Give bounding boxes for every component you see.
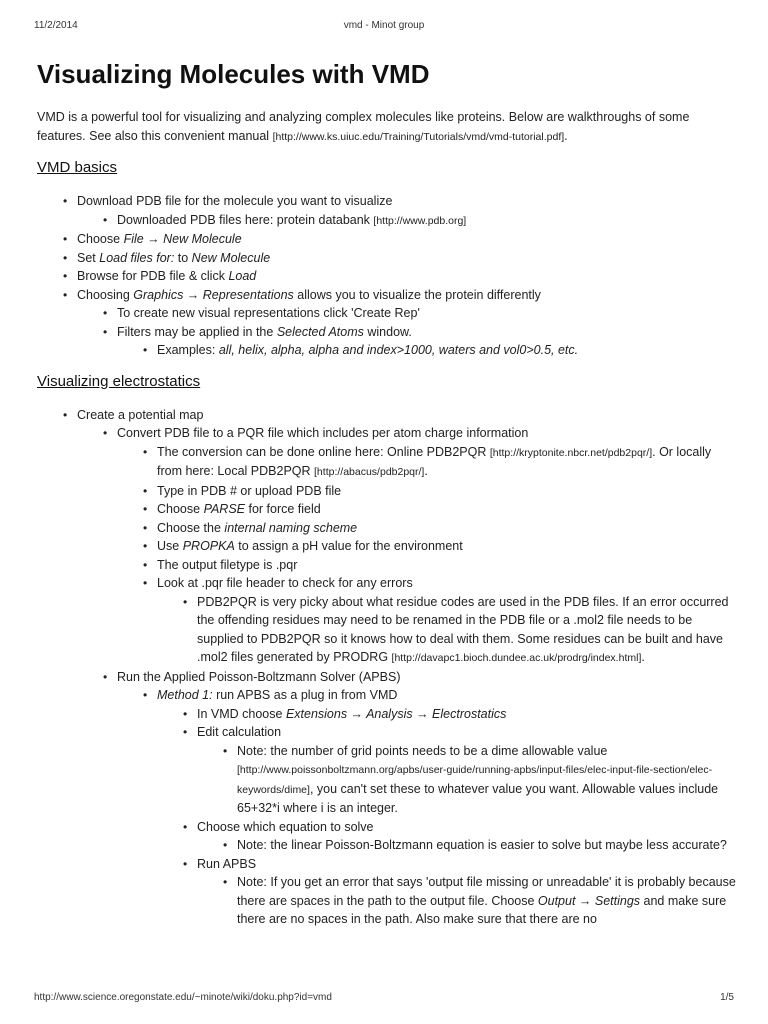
pdb2pqr-online-link[interactable]: [http://kryptonite.nbcr.net/pdb2pqr/] [489,446,653,459]
list-item: • In VMD choose Extensions → Analysis → Electrostatics [197,705,737,724]
apbs-dime-link[interactable]: [http://www.poissonboltzmann.org/apbs/user-guide/running-apbs/input-files/elec-input-file-section/elec-keywords/dime] [237,764,713,796]
list-item: • Note: If you get an error that says 'output file missing or unreadable' it is probably because there are spaces in the path to the output file. Choose Output → Settings and make sure there are no spaces in the path. Also make sure that there are no [237,873,737,929]
list-item: • Run APBS • Note: If you get an error that says 'output file missing or unreadable' it is probably because there are spaces in the path to the output file. Choose Output → Settings and make sure there are no spaces in the path. Also make sure that there are no [197,855,737,929]
print-header [34,20,734,32]
list-item: • Choose which equation to solve • Note: the linear Poisson-Boltzmann equation is easier to solve but maybe less accurate? [197,818,737,855]
list-item: • Choose the internal naming scheme [157,519,737,538]
list-item: • Note: the number of grid points needs to be a dime allowable value [http://www.poissonboltzmann.org/apbs/user-guide/running-apbs/input-files/elec-input-file-section/elec-keywords/dime], you can't set these to whatever value you want. Allowable values include 65+32*i where i is an integer. [237,742,737,818]
list-item: • Look at .pqr file header to check for any errors • PDB2PQR is very picky about what residue codes are used in the PDB files. If an error occurred the offending residues may need to be renamed in the PDB file or a .mol2 file needs to be supplied to PDB2PQR so it knows how to deal with them. Some residues can be built and have .mol2 files generated by PRODRG [http://davapc1.bioch.dundee.ac.uk/prodrg/index.html]. [157,574,737,668]
list-item: • Download PDB file for the molecule you want to visualize • Downloaded PDB files here: protein databank [http://www.pdb.org] [77,192,737,230]
list-item: • Create a potential map • Convert PDB file to a PQR file which includes per atom charge information • The conversion can be done online here: Online PDB2PQR [http://kryptonite.nbcr.net/pdb2pqr/]. Or locally from here: Local PDB2PQR [http://abacus/pdb2pqr/]. • Type in PDB # or upload PDB file • Choose PARSE for force field • Choose the internal naming scheme • Use PROPKA to assign a pH value for the environment • The output filetype is .pqr • Look at .pqr file header to check for any errors • PDB2PQR is very picky about what residue codes are used in the PDB files. If an error occurred the offending residues may need to be renamed in the PDB file or a .mol2 file needs to be supplied to PDB2PQR so it knows how to deal with them. Some residues can be built and have .mol2 files generated by PRODRG [http://davapc1.bioch.dundee.ac.uk/prodrg/index.html]. • Run the Applied Poisson-Boltzmann Solver (APBS) • Method 1: run APBS as a plug in from VMD • In VMD choose Extensions → Analysis → Electrostatics • Edit calculation • Note: the number of grid points needs to be a dime allowable value [http://www.poissonboltzmann.org/apbs/user-guide/running-apbs/input-files/elec-input-file-section/elec-keywords/dime], you can't set these to whatever value you want. Allowable values include 65+32*i where i is an integer. • Choose which equation to solve • Note: the linear Poisson-Boltzmann equation is easier to solve but maybe less accurate? • Run APBS • Note: If you get an error that says 'output file missing or unreadable' it is probably because there are spaces in the path to the output file. Choose Output → Settings and make sure there are no spaces in the path. Also make sure that there are no [77,406,737,929]
list-item: • Note: the linear Poisson-Boltzmann equation is easier to solve but maybe less accurate? [237,836,737,855]
list-item: • Use PROPKA to assign a pH value for the environment [157,537,737,556]
list-item: • The conversion can be done online here: Online PDB2PQR [http://kryptonite.nbcr.net/pdb2pqr/]. Or locally from here: Local PDB2PQR [http://abacus/pdb2pqr/]. [157,443,737,482]
list-item: • Edit calculation • Note: the number of grid points needs to be a dime allowable value [http://www.poissonboltzmann.org/apbs/user-guide/running-apbs/input-files/elec-input-file-section/elec-keywords/dime], you can't set these to whatever value you want. Allowable values include 65+32*i where i is an integer. [197,723,737,818]
page-number: 1/5 [720,992,734,1003]
basics-list [37,192,737,360]
prodrg-link[interactable]: [http://davapc1.bioch.dundee.ac.uk/prodrg/index.html] [391,652,642,664]
list-item: • Choose File → New Molecule [77,230,737,249]
electrostatics-list [37,406,737,929]
list-item: • PDB2PQR is very picky about what residue codes are used in the PDB files. If an error occurred the offending residues may need to be renamed in the PDB file or a .mol2 file needs to be supplied to PDB2PQR so it knows how to deal with them. Some residues can be built and have .mol2 files generated by PRODRG [http://davapc1.bioch.dundee.ac.uk/prodrg/index.html]. [197,593,737,668]
list-item: • Run the Applied Poisson-Boltzmann Solver (APBS) • Method 1: run APBS as a plug in from VMD • In VMD choose Extensions → Analysis → Electrostatics • Edit calculation • Note: the number of grid points needs to be a dime allowable value [http://www.poissonboltzmann.org/apbs/user-guide/running-apbs/input-files/elec-input-file-section/elec-keywords/dime], you can't set these to whatever value you want. Allowable values include 65+32*i where i is an integer. • Choose which equation to solve • Note: the linear Poisson-Boltzmann equation is easier to solve but maybe less accurate? • Run APBS • Note: If you get an error that says 'output file missing or unreadable' it is probably because there are spaces in the path to the output file. Choose Output → Settings and make sure there are no spaces in the path. Also make sure that there are no [117,668,737,929]
list-item: • Choose PARSE for force field [157,500,737,519]
list-item: • Type in PDB # or upload PDB file [157,482,737,501]
list-item: • Convert PDB file to a PQR file which includes per atom charge information • The conversion can be done online here: Online PDB2PQR [http://kryptonite.nbcr.net/pdb2pqr/]. Or locally from here: Local PDB2PQR [http://abacus/pdb2pqr/]. • Type in PDB # or upload PDB file • Choose PARSE for force field • Choose the internal naming scheme • Use PROPKA to assign a pH value for the environment • The output filetype is .pqr • Look at .pqr file header to check for any errors • PDB2PQR is very picky about what residue codes are used in the PDB files. If an error occurred the offending residues may need to be renamed in the PDB file or a .mol2 file needs to be supplied to PDB2PQR so it knows how to deal with them. Some residues can be built and have .mol2 files generated by PRODRG [http://davapc1.bioch.dundee.ac.uk/prodrg/index.html]. [117,424,737,668]
list-item: • Method 1: run APBS as a plug in from VMD • In VMD choose Extensions → Analysis → Electrostatics • Edit calculation • Note: the number of grid points needs to be a dime allowable value [http://www.poissonboltzmann.org/apbs/user-guide/running-apbs/input-files/elec-input-file-section/elec-keywords/dime], you can't set these to whatever value you want. Allowable values include 65+32*i where i is an integer. • Choose which equation to solve • Note: the linear Poisson-Boltzmann equation is easier to solve but maybe less accurate? • Run APBS • Note: If you get an error that says 'output file missing or unreadable' it is probably because there are spaces in the path to the output file. Choose Output → Settings and make sure there are no spaces in the path. Also make sure that there are no [157,686,737,929]
list-item: • Filters may be applied in the Selected Atoms window. • Examples: all, helix, alpha, alpha and index>1000, waters and vol0>0.5, etc. [117,323,737,360]
pdb2pqr-local-link[interactable]: [http://abacus/pdb2pqr/] [314,466,425,478]
list-item: • The output filetype is .pqr [157,556,737,575]
list-item: • Examples: all, helix, alpha, alpha and index>1000, waters and vol0>0.5, etc. [157,341,737,360]
list-item: • Choosing Graphics → Representations allows you to visualize the protein differently • To create new visual representations click 'Create Rep' • Filters may be applied in the Selected Atoms window. • Examples: all, helix, alpha, alpha and index>1000, waters and vol0>0.5, etc. [77,286,737,360]
print-date: 11/2/2014 [34,20,78,31]
intro-paragraph: VMD is a powerful tool for visualizing and analyzing complex molecules like proteins. Below are walkthroughs of some features. See also this convenient manual [http://www.ks.uiuc.edu/Training/Tutorials/vmd/vmd-tutorial.pdf]. [37,110,690,143]
pdb-link[interactable]: [http://www.pdb.org] [373,214,467,227]
footer-url: http://www.science.oregonstate.edu/~minote/wiki/doku.php?id=vmd [34,992,332,1003]
print-page-title: vmd - Minot group [343,20,425,31]
print-footer [34,992,734,1004]
list-item: • Set Load files for: to New Molecule [77,249,737,268]
list-item: • Browse for PDB file & click Load [77,267,737,286]
document [37,56,737,929]
section-heading-electrostatics: Visualizing electrostatics [37,372,201,390]
page-title: Visualizing Molecules with VMD [37,59,430,89]
list-item: • To create new visual representations click 'Create Rep' [117,304,737,323]
manual-link[interactable]: [http://www.ks.uiuc.edu/Training/Tutorials/vmd/vmd-tutorial.pdf] [272,130,565,143]
list-item: • Downloaded PDB files here: protein databank [http://www.pdb.org] [117,211,737,231]
section-heading-basics: VMD basics [37,159,118,176]
